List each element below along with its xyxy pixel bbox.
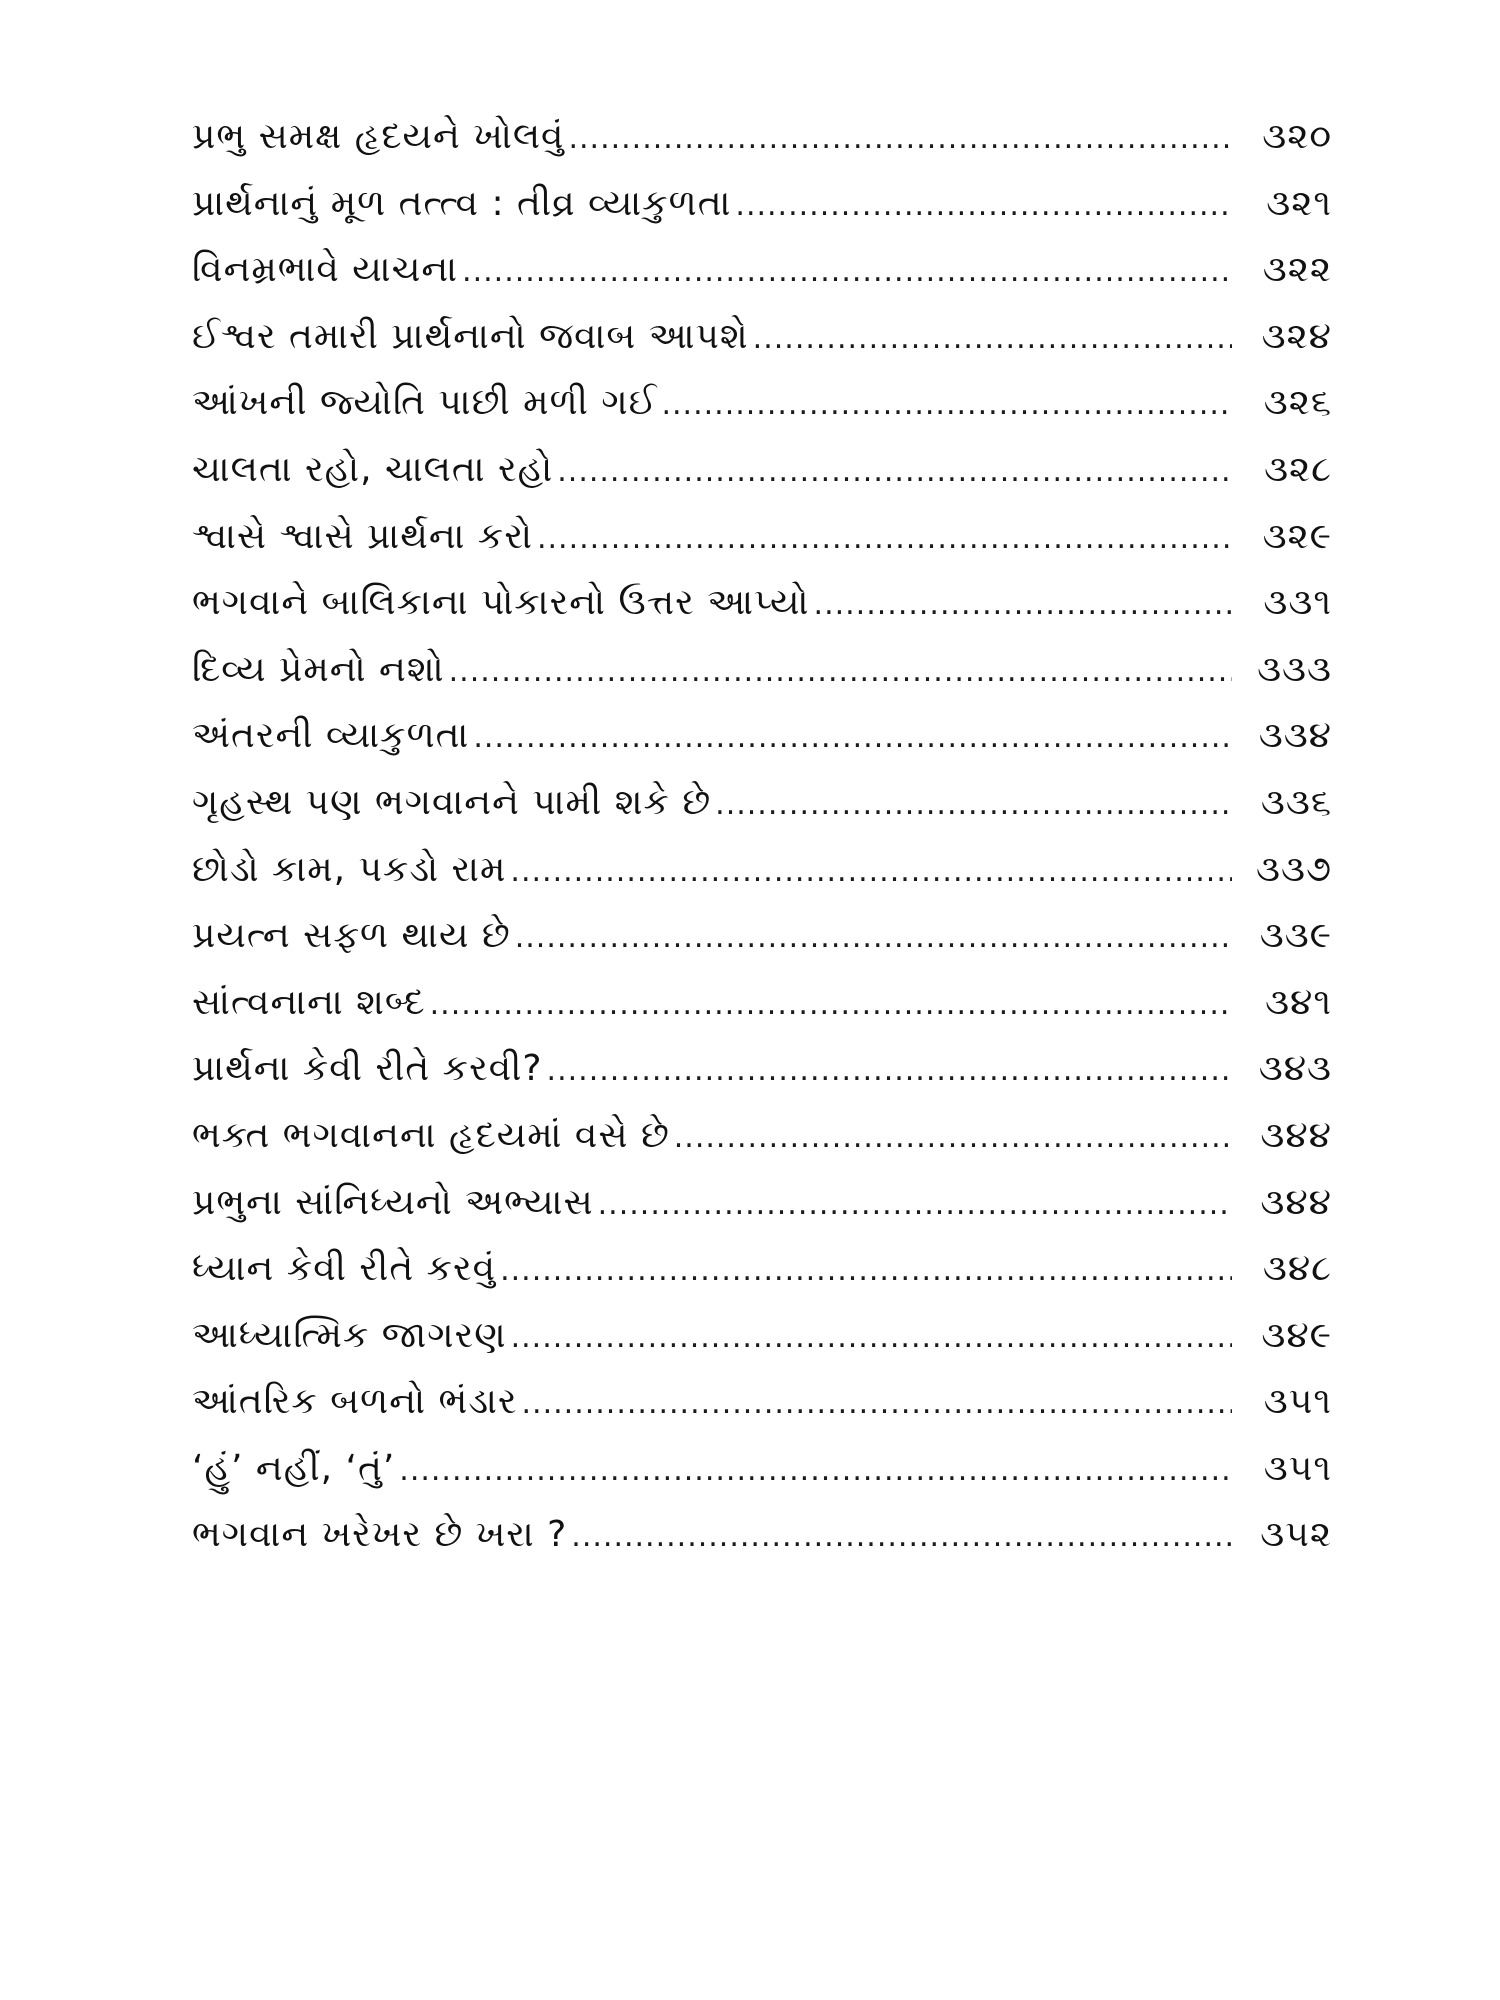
toc-entry: [192, 1036, 1332, 1103]
toc-entry-page-number: ૩૫૧: [1263, 1381, 1332, 1423]
toc-entry: [192, 1502, 1332, 1569]
toc-entry-page-number: ૩૩૯: [1259, 915, 1332, 957]
toc-entry-title: આધ્યાત્મિક જાગરણ: [192, 1314, 507, 1356]
toc-entry-page-number: ૩૪૪: [1260, 1114, 1332, 1156]
toc-entry-page-number: ૩૩૭: [1256, 848, 1332, 890]
dot-leader: [557, 439, 1232, 506]
toc-entry: [192, 304, 1332, 371]
toc-entry-title: શ્વાસે શ્વાસે પ્રાર્થના કરો: [192, 515, 533, 557]
toc-entry-title: પ્રાર્થના કેવી રીતે કરવી?: [192, 1048, 543, 1090]
toc-entry-title: ભગવાન ખરેખર છે ખરા ?: [192, 1514, 568, 1556]
toc-entry-title: અંતરની વ્યાકુળતા: [192, 715, 470, 757]
toc-entry: [192, 104, 1332, 171]
toc-entry: [192, 903, 1332, 970]
toc-entry: [192, 370, 1332, 437]
dot-leader: [399, 1438, 1232, 1505]
dot-leader: [449, 639, 1232, 706]
toc-entry-page-number: ૩૨૬: [1263, 382, 1332, 424]
toc-entry-page-number: ૩૪૩: [1258, 1048, 1332, 1090]
toc-entry-title: વિનમ્રભાવે યાચના: [192, 249, 459, 291]
toc-entry-title: છોડો કામ, પકડો રામ: [192, 848, 507, 890]
toc-entry-page-number: ૩૩૬: [1260, 781, 1332, 823]
toc-entry-title: પ્રયત્ન સફળ થાય છે: [192, 915, 511, 957]
dot-leader: [522, 1371, 1232, 1438]
toc-entry-title: દિવ્ય પ્રેમનો નશો: [192, 648, 445, 690]
toc-entry-title: આંખની જ્યોતિ પાછી મળી ગઈ: [192, 382, 658, 424]
toc-entry: [192, 703, 1332, 770]
dot-leader: [511, 1305, 1232, 1372]
toc-entry-title: પ્રાર્થનાનું મૂળ તત્ત્વ : તીવ્ર વ્યાકુળતા: [192, 182, 732, 224]
toc-entry-page-number: ૩૪૧: [1265, 981, 1332, 1023]
toc-entry-title: સાંત્વનાના શબ્દ: [192, 981, 426, 1023]
toc-entry-page-number: ૩૩૪: [1258, 715, 1332, 757]
toc-entry: [192, 1436, 1332, 1503]
toc-entry: [192, 637, 1332, 704]
dot-leader: [430, 972, 1232, 1039]
dot-leader: [547, 1038, 1232, 1105]
toc-entry-page-number: ૩૪૪: [1260, 1181, 1332, 1223]
toc-entry: [192, 1369, 1332, 1436]
dot-leader: [571, 1504, 1232, 1571]
toc-entry: [192, 1170, 1332, 1237]
toc-entry: [192, 1303, 1332, 1370]
dot-leader: [515, 905, 1232, 972]
toc-entry-title: ‘હું’ નહીં, ‘તું’: [192, 1447, 396, 1489]
dot-leader: [598, 1172, 1232, 1239]
toc-entry-title: આંતરિક બળનો ભંડાર: [192, 1381, 518, 1423]
toc-entry-title: ભગવાને બાલિકાના પોકારનો ઉત્તર આપ્યો: [192, 582, 810, 624]
toc-entry-title: ગૃહસ્થ પણ ભગવાનને પામી શકે છે: [192, 781, 712, 823]
dot-leader: [510, 839, 1232, 906]
dot-leader: [753, 306, 1232, 373]
toc-entry-page-number: ૩૨૧: [1266, 182, 1332, 224]
toc-entry-page-number: ૩૫૧: [1263, 1447, 1332, 1489]
toc-entry-page-number: ૩૩૩: [1257, 648, 1332, 690]
toc-entry: [192, 437, 1332, 504]
toc-entry: [192, 504, 1332, 571]
toc-entry: [192, 1103, 1332, 1170]
toc-entry-page-number: ૩૨૮: [1264, 448, 1332, 490]
dot-leader: [473, 705, 1232, 772]
toc-entry-title: ઈશ્વર તમારી પ્રાર્થનાનો જવાબ આપશે: [192, 315, 749, 357]
toc-entry: [192, 570, 1332, 637]
toc-entry-page-number: ૩૨૪: [1261, 315, 1332, 357]
toc-entry-page-number: ૩૪૮: [1262, 1248, 1332, 1290]
toc-entry-page-number: ૩૩૧: [1263, 582, 1332, 624]
toc-entry-title: ભક્ત ભગવાનના હૃદયમાં વસે છે: [192, 1114, 670, 1156]
toc-entry-page-number: ૩૫૨: [1260, 1514, 1332, 1556]
dot-leader: [500, 1238, 1232, 1305]
toc-entry-title: પ્રભુના સાંનિધ્યનો અભ્યાસ: [192, 1181, 594, 1223]
dot-leader: [735, 173, 1232, 240]
dot-leader: [537, 506, 1232, 573]
toc-entry-title: પ્રભુ સમક્ષ હૃદયને ખોલવું: [192, 116, 565, 157]
toc-entry-page-number: ૩૪૯: [1261, 1314, 1332, 1356]
toc-entry: [192, 970, 1332, 1037]
dot-leader: [715, 772, 1232, 839]
dot-leader: [462, 239, 1232, 306]
toc-entry-page-number: ૩૨૯: [1262, 515, 1332, 557]
toc-entry: [192, 837, 1332, 904]
dot-leader: [568, 106, 1232, 173]
dot-leader: [661, 372, 1232, 439]
toc-entry: [192, 1236, 1332, 1303]
toc-entry-page-number: ૩૨૦: [1262, 116, 1332, 157]
toc-entry: [192, 770, 1332, 837]
dot-leader: [814, 572, 1232, 639]
toc-entry-page-number: ૩૨૨: [1262, 249, 1332, 291]
table-of-contents: [192, 104, 1332, 1569]
toc-entry: [192, 237, 1332, 304]
toc-entry: [192, 171, 1332, 238]
toc-entry-title: ચાલતા રહો, ચાલતા રહો: [192, 448, 554, 490]
dot-leader: [674, 1105, 1232, 1172]
toc-entry-title: ધ્યાન કેવી રીતે કરવું: [192, 1248, 497, 1290]
